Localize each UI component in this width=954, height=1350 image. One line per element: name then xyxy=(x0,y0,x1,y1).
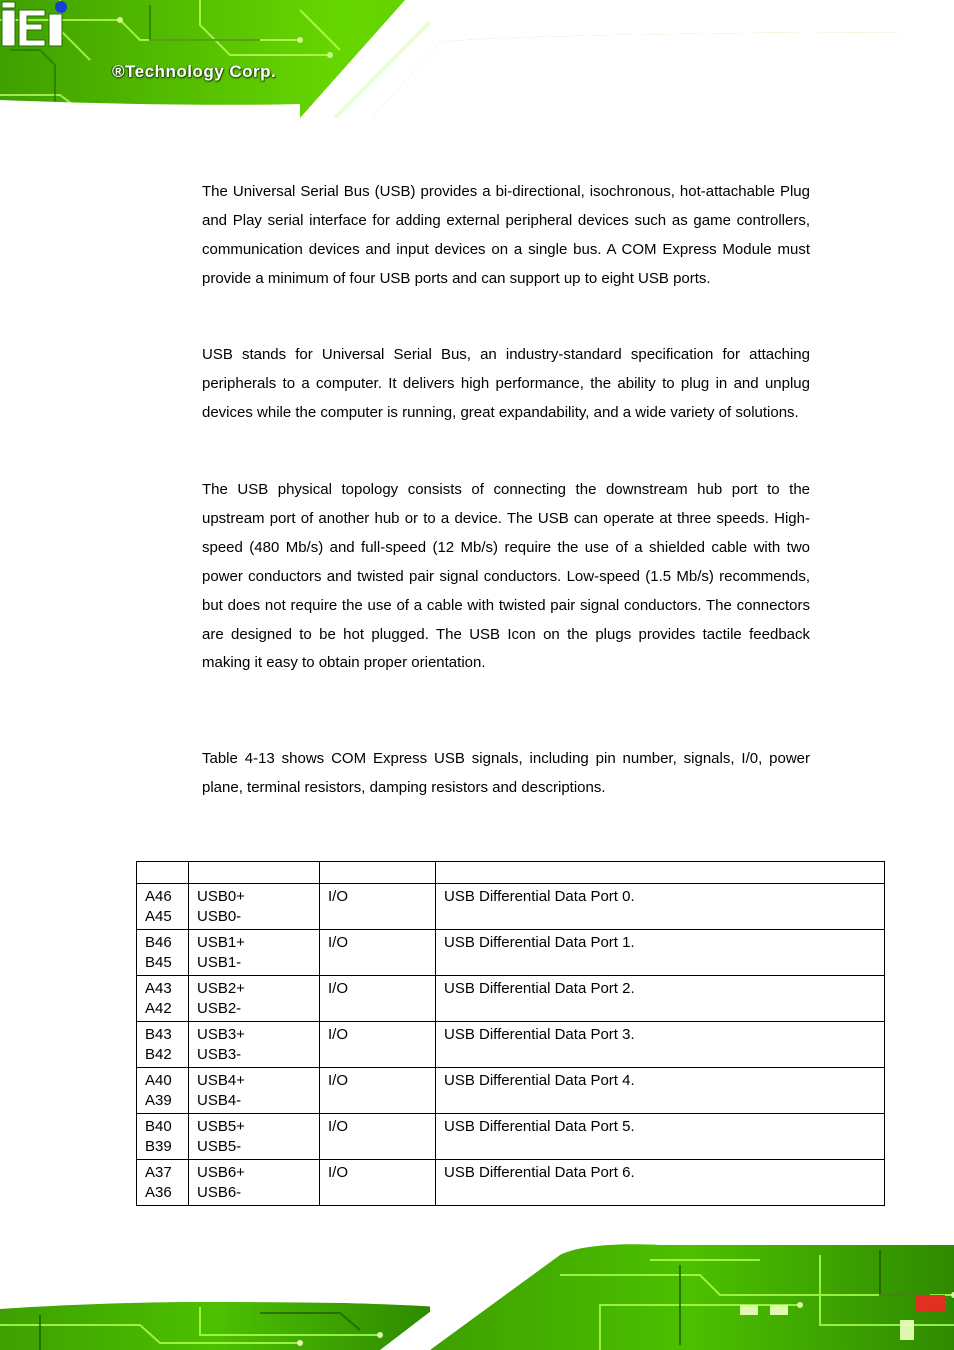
header-cell-pin xyxy=(137,862,189,884)
paragraph-usb-definition: USB stands for Universal Serial Bus, an industry-standard specification for attaching peripherals to a computer. It delivers high performance, the ability to plug in and unplug devices while the computer is running, great expandability, and a wide variety of solutions. xyxy=(202,346,810,421)
pin-cell: B43 B42 xyxy=(137,1022,189,1068)
table-row xyxy=(137,1068,885,1114)
io-cell: I/O xyxy=(320,1022,436,1068)
brand-name: ®Technology Corp. xyxy=(112,62,277,81)
usb-signals-table xyxy=(136,861,885,1206)
table-row xyxy=(137,1114,885,1160)
description-cell: USB Differential Data Port 1. xyxy=(436,930,885,976)
header-cell-io xyxy=(320,862,436,884)
description-cell: USB Differential Data Port 2. xyxy=(436,976,885,1022)
table-row xyxy=(137,976,885,1022)
description-cell: USB Differential Data Port 6. xyxy=(436,1160,885,1206)
paragraph-table-reference: Table 4-13 shows COM Express USB signals, including pin number, signals, I/0, power plane, terminal resistors, damping resistors and descriptions. xyxy=(202,750,810,796)
description-cell: USB Differential Data Port 0. xyxy=(436,884,885,930)
pin-cell: A43 A42 xyxy=(137,976,189,1022)
description-cell: USB Differential Data Port 3. xyxy=(436,1022,885,1068)
iei-logo-icon xyxy=(0,0,72,50)
io-cell: I/O xyxy=(320,930,436,976)
description-cell: USB Differential Data Port 4. xyxy=(436,1068,885,1114)
signal-cell: USB4+ USB4- xyxy=(189,1068,320,1114)
signal-cell: USB5+ USB5- xyxy=(189,1114,320,1160)
table-row xyxy=(137,884,885,930)
header-cell-description xyxy=(436,862,885,884)
io-cell: I/O xyxy=(320,1114,436,1160)
io-cell: I/O xyxy=(320,976,436,1022)
circuit-board-decoration xyxy=(0,0,954,118)
signal-cell: USB0+ USB0- xyxy=(189,884,320,930)
io-cell: I/O xyxy=(320,1160,436,1206)
io-cell: I/O xyxy=(320,1068,436,1114)
io-cell: I/O xyxy=(320,884,436,930)
signal-cell: USB2+ USB2- xyxy=(189,976,320,1022)
pin-cell: B46 B45 xyxy=(137,930,189,976)
header-cell-signal xyxy=(189,862,320,884)
pin-cell: A46 A45 xyxy=(137,884,189,930)
circuit-board-decoration xyxy=(0,1235,954,1350)
pin-cell: A40 A39 xyxy=(137,1068,189,1114)
signal-cell: USB3+ USB3- xyxy=(189,1022,320,1068)
table-row xyxy=(137,1022,885,1068)
footer-banner xyxy=(0,1235,954,1350)
paragraph-usb-topology: The USB physical topology consists of connecting the downstream hub port to the upstream port of another hub or to a device. The USB can operate at three speeds. High-speed (480 Mb/s) and full-speed (12 Mb/s) require the use of a shielded cable with two power conductors and twisted pair signal conductors. Low-speed (1.5 Mb/s) recommends, but does not require the use of a cable with twisted pair signal conductors. The connectors are designed to be hot plugged. The USB Icon on the plugs provides tactile feedback making it easy to obtain proper orientation. xyxy=(202,481,810,672)
paragraph-usb-intro: The Universal Serial Bus (USB) provides a bi-directional, isochronous, hot-attachable Plug and Play serial interface for adding external peripheral devices such as game controllers, communication devices and input devices on a single bus. A COM Express Module must provide a minimum of four USB ports and can support up to eight USB ports. xyxy=(202,183,810,287)
header-banner xyxy=(0,0,954,118)
description-cell: USB Differential Data Port 5. xyxy=(436,1114,885,1160)
table-row xyxy=(137,1160,885,1206)
table-header-row xyxy=(137,862,885,884)
pin-cell: A37 A36 xyxy=(137,1160,189,1206)
pin-cell: B40 B39 xyxy=(137,1114,189,1160)
signal-cell: USB1+ USB1- xyxy=(189,930,320,976)
signal-cell: USB6+ USB6- xyxy=(189,1160,320,1206)
table-row xyxy=(137,930,885,976)
